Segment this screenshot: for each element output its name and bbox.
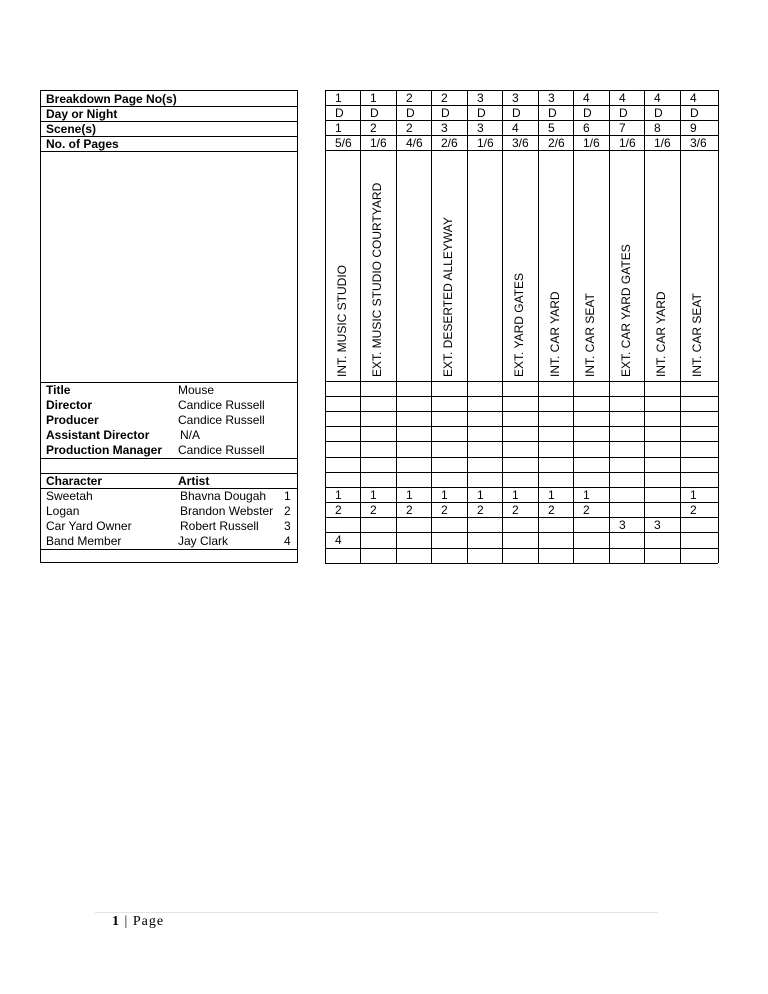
cast-cell: 2 — [548, 503, 555, 517]
grid-line — [325, 563, 718, 564]
breakdown-page-label: Breakdown Page No(s) — [46, 92, 177, 106]
grid-cell-dn: D — [370, 106, 379, 120]
grid-line — [325, 441, 718, 442]
cast-cell: 2 — [370, 503, 377, 517]
footer-separator: | — [120, 914, 133, 929]
cast-cell: 2 — [406, 503, 413, 517]
title-value: Mouse — [178, 383, 215, 397]
grid-cell-pages: 5/6 — [335, 136, 352, 150]
grid-line — [396, 90, 397, 563]
cast-cell: 1 — [441, 488, 448, 502]
grid-line — [718, 90, 719, 563]
cast-cell: 1 — [583, 488, 590, 502]
cast-cell: 1 — [548, 488, 555, 502]
artist-name: Jay Clark — [178, 534, 229, 548]
grid-line — [467, 90, 468, 563]
cast-cell: 2 — [335, 503, 342, 517]
cast-cell: 1 — [406, 488, 413, 502]
grid-line — [325, 381, 718, 382]
grid-cell-scene: 2 — [406, 121, 413, 135]
grid-line — [325, 150, 718, 151]
character-name: Band Member — [46, 534, 122, 548]
grid-line — [538, 90, 539, 563]
grid-cell-page: 1 — [370, 91, 377, 105]
grid-cell-pages: 4/6 — [406, 136, 423, 150]
producer-label: Producer — [46, 413, 99, 427]
scene-info-table — [40, 90, 298, 563]
grid-line — [325, 411, 718, 412]
scene-setting-label: INT. CAR SEAT — [690, 293, 704, 377]
grid-line — [609, 90, 610, 563]
cast-id: 1 — [284, 489, 291, 503]
grid-cell-dn: D — [583, 106, 592, 120]
grid-line — [431, 90, 432, 563]
cast-id: 3 — [284, 519, 291, 533]
production-manager-label: Production Manager — [46, 443, 163, 457]
grid-cell-page: 3 — [548, 91, 555, 105]
grid-line — [325, 426, 718, 427]
assistant-director-label: Assistant Director — [46, 428, 150, 442]
cast-cell: 2 — [441, 503, 448, 517]
artist-name: Brandon Webster — [180, 504, 274, 518]
grid-cell-scene: 8 — [654, 121, 661, 135]
cast-id: 4 — [284, 534, 291, 548]
grid-line — [325, 472, 718, 473]
director-label: Director — [46, 398, 93, 412]
grid-cell-scene: 2 — [370, 121, 377, 135]
grid-cell-dn: D — [619, 106, 628, 120]
grid-cell-page: 4 — [690, 91, 697, 105]
scene-setting-label: INT. CAR SEAT — [583, 293, 597, 377]
cast-cell: 1 — [690, 488, 697, 502]
cast-id: 2 — [284, 504, 291, 518]
scene-setting-label: EXT. YARD GATES — [512, 272, 526, 377]
grid-line — [325, 487, 718, 488]
grid-line — [325, 457, 718, 458]
cast-cell: 4 — [335, 533, 342, 547]
scene-setting-label: INT. MUSIC STUDIO — [335, 264, 349, 377]
grid-cell-pages: 2/6 — [548, 136, 565, 150]
grid-cell-dn: D — [512, 106, 521, 120]
grid-line — [325, 532, 718, 533]
grid-cell-dn: D — [335, 106, 344, 120]
character-name: Logan — [46, 504, 80, 518]
grid-cell-scene: 1 — [335, 121, 342, 135]
cast-cell: 1 — [370, 488, 377, 502]
grid-line — [573, 90, 574, 563]
grid-cell-page: 4 — [654, 91, 661, 105]
grid-cell-dn: D — [477, 106, 486, 120]
cast-cell: 2 — [477, 503, 484, 517]
grid-line — [502, 90, 503, 563]
footer-rule — [95, 912, 658, 913]
producer-value: Candice Russell — [178, 413, 265, 427]
scene-setting-label: EXT. MUSIC STUDIO COURTYARD — [370, 182, 384, 377]
grid-cell-pages: 1/6 — [370, 136, 387, 150]
grid-cell-pages: 3/6 — [512, 136, 529, 150]
grid-cell-page: 1 — [335, 91, 342, 105]
scene-setting-label: EXT. CAR YARD GATES — [619, 244, 633, 377]
grid-cell-pages: 1/6 — [619, 136, 636, 150]
grid-cell-scene: 7 — [619, 121, 626, 135]
grid-cell-pages: 1/6 — [654, 136, 671, 150]
scene-setting-label: INT. CAR YARD — [548, 291, 562, 377]
character-header: Character — [46, 474, 103, 488]
grid-cell-page: 4 — [583, 91, 590, 105]
grid-line — [644, 90, 645, 563]
grid-cell-dn: D — [690, 106, 699, 120]
grid-cell-scene: 5 — [548, 121, 555, 135]
grid-line — [325, 396, 718, 397]
cast-cell: 2 — [690, 503, 697, 517]
scene-breakdown-grid — [325, 90, 718, 563]
grid-cell-scene: 9 — [690, 121, 697, 135]
grid-cell-pages: 3/6 — [690, 136, 707, 150]
grid-cell-dn: D — [406, 106, 415, 120]
grid-line — [325, 502, 718, 503]
cast-cell: 1 — [512, 488, 519, 502]
title-label: Title — [46, 383, 71, 397]
production-manager-value: Candice Russell — [178, 443, 265, 457]
scene-setting-label: EXT. DESERTED ALLEYWAY — [441, 217, 455, 377]
grid-cell-page: 3 — [477, 91, 484, 105]
grid-cell-scene: 4 — [512, 121, 519, 135]
grid-cell-page: 4 — [619, 91, 626, 105]
artist-name: Robert Russell — [180, 519, 259, 533]
page-number: 1 — [112, 914, 120, 929]
grid-cell-page: 3 — [512, 91, 519, 105]
grid-cell-scene: 3 — [477, 121, 484, 135]
pages-label: No. of Pages — [46, 137, 119, 151]
grid-cell-pages: 1/6 — [583, 136, 600, 150]
grid-cell-dn: D — [441, 106, 450, 120]
grid-cell-page: 2 — [406, 91, 413, 105]
assistant-director-value: N/A — [180, 428, 201, 442]
grid-cell-dn: D — [654, 106, 663, 120]
cast-cell: 2 — [583, 503, 590, 517]
cast-cell: 2 — [512, 503, 519, 517]
day-night-label: Day or Night — [46, 107, 118, 121]
grid-cell-scene: 3 — [441, 121, 448, 135]
cast-cell: 1 — [335, 488, 342, 502]
grid-cell-page: 2 — [441, 91, 448, 105]
cast-cell: 1 — [477, 488, 484, 502]
scene-setting-label: INT. CAR YARD — [654, 291, 668, 377]
grid-line — [325, 90, 326, 563]
artist-header: Artist — [178, 474, 210, 488]
character-name: Car Yard Owner — [46, 519, 132, 533]
grid-line — [325, 548, 718, 549]
artist-name: Bhavna Dougah — [180, 489, 267, 503]
grid-cell-pages: 2/6 — [441, 136, 458, 150]
scenes-label: Scene(s) — [46, 122, 97, 136]
character-name: Sweetah — [46, 489, 93, 503]
page-word: Page — [132, 914, 165, 929]
grid-line — [360, 90, 361, 563]
cast-cell: 3 — [654, 518, 661, 532]
director-value: Candice Russell — [178, 398, 265, 412]
page-footer — [112, 914, 164, 930]
cast-cell: 3 — [619, 518, 626, 532]
grid-cell-scene: 6 — [583, 121, 590, 135]
grid-cell-pages: 1/6 — [477, 136, 494, 150]
grid-cell-dn: D — [548, 106, 557, 120]
grid-line — [680, 90, 681, 563]
